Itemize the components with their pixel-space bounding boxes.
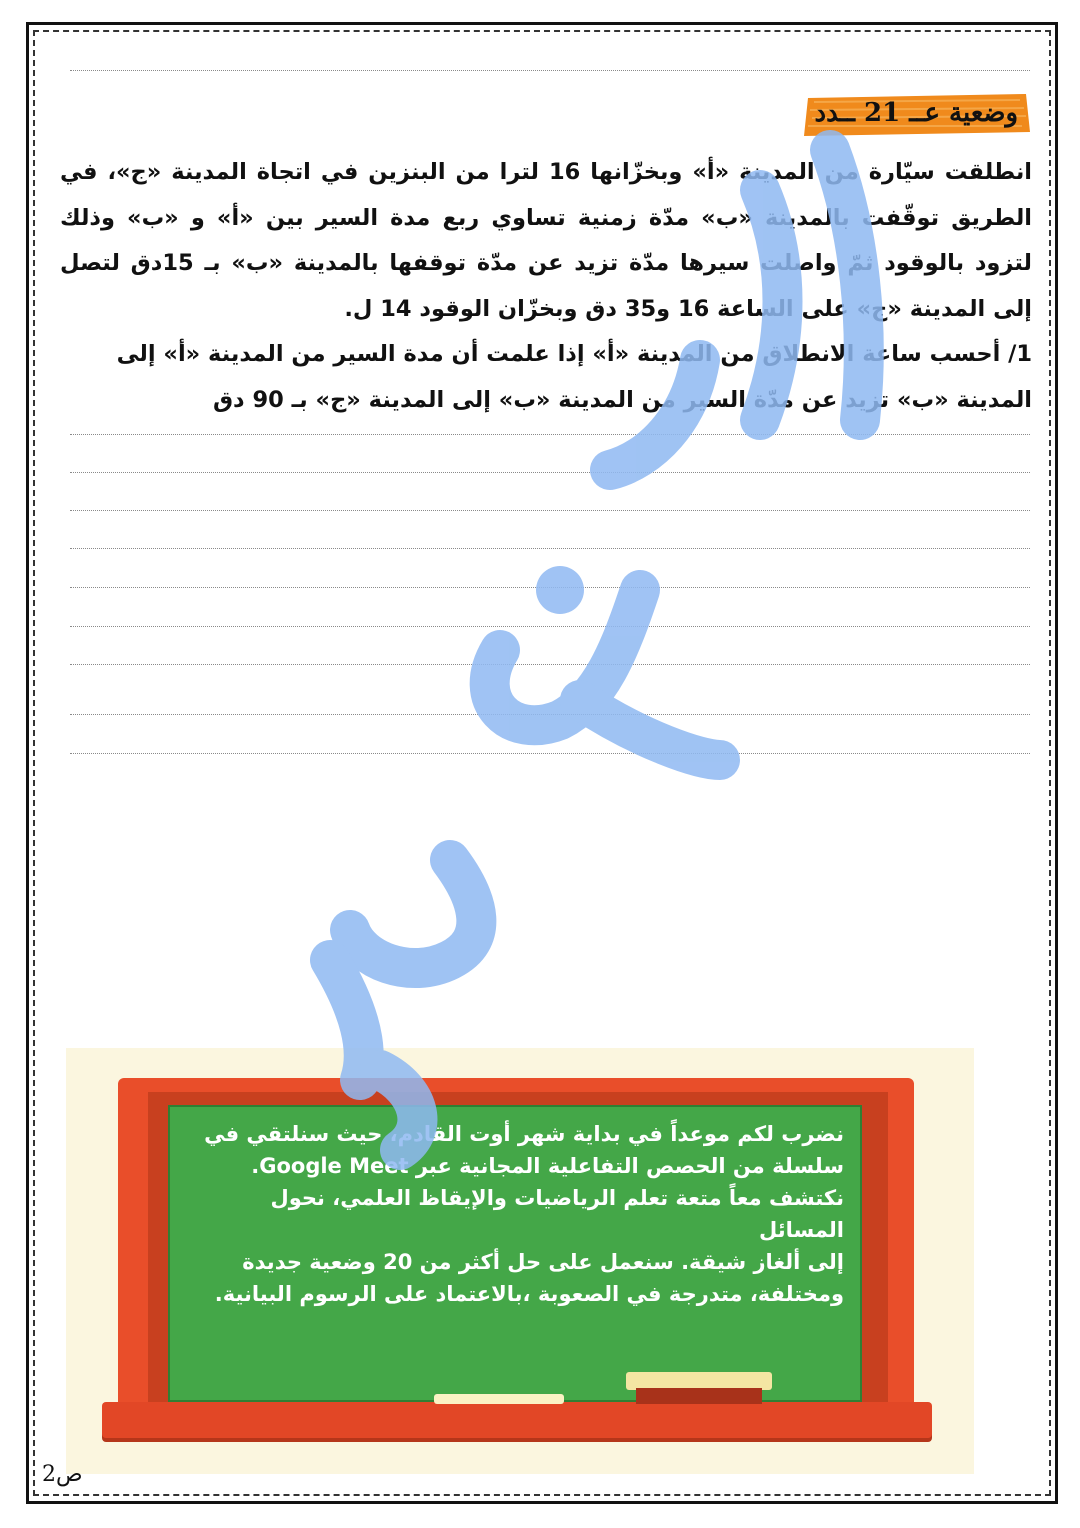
title-badge <box>800 92 1032 138</box>
chalk-icon <box>434 1394 564 1404</box>
problem-paragraph: انطلقت سيّارة من المدينة «أ» وبخزّانها 16 لترا من البنزين في اتجاة المدينة «ج»، في الطريق توقّفت بالمدينة «ب» مدّة زمنية تساوي ربع مدة السير بين «أ» و «ب» وذلك لتزود بالوقود ثمّ واصلت سيرها مدّة تزيد عن مدّة توقفها بالمدينة «ب» بـ 15دق لتصل إلى المدينة «ج» على الساعة 16 و35 دق وبخزّان الوقود 14 ل. <box>60 159 1032 322</box>
answer-line <box>70 714 1030 715</box>
chalkboard-ledge <box>102 1402 932 1438</box>
announcement-line: إلى ألغاز شيقة. سنعمل على حل أكثر من 20 وضعية جديدة <box>242 1250 844 1274</box>
problem-statement <box>60 150 1032 423</box>
announcement-line: نكتشف معاً متعة تعلم الرياضيات والإيقاظ العلمي، نحول المسائل <box>270 1186 844 1242</box>
answer-line <box>70 626 1030 627</box>
eraser-base <box>636 1388 762 1404</box>
exercise-title: وضعية عــ 21 ــدد <box>814 98 1018 128</box>
answer-line <box>70 434 1030 435</box>
announcement-text <box>192 1118 844 1310</box>
top-divider <box>70 70 1030 71</box>
answer-line <box>70 587 1030 588</box>
answer-line <box>70 548 1030 549</box>
announcement-line: نضرب لكم موعداً في بداية شهر أوت القادم، حيث سنلتقي في <box>204 1122 844 1146</box>
announcement-line: سلسلة من الحصص التفاعلية المجانية عبر Google Meet. <box>251 1154 844 1178</box>
answer-line <box>70 510 1030 511</box>
question-1: 1/ أحسب ساعة الانطلاق من المدينة «أ» إذا علمت أن مدة السير من المدينة «أ» إلى المدينة «ب» تزيد عن مدّة السير من المدينة «ب» إلى المدينة «ج» بـ 90 دق <box>116 341 1032 413</box>
page-number: ص2 <box>42 1462 83 1487</box>
announcement-line: ومختلفة، متدرجة في الصعوبة ،بالاعتماد على الرسوم البيانية. <box>214 1282 844 1306</box>
answer-line <box>70 472 1030 473</box>
answer-line <box>70 664 1030 665</box>
answer-line <box>70 753 1030 754</box>
